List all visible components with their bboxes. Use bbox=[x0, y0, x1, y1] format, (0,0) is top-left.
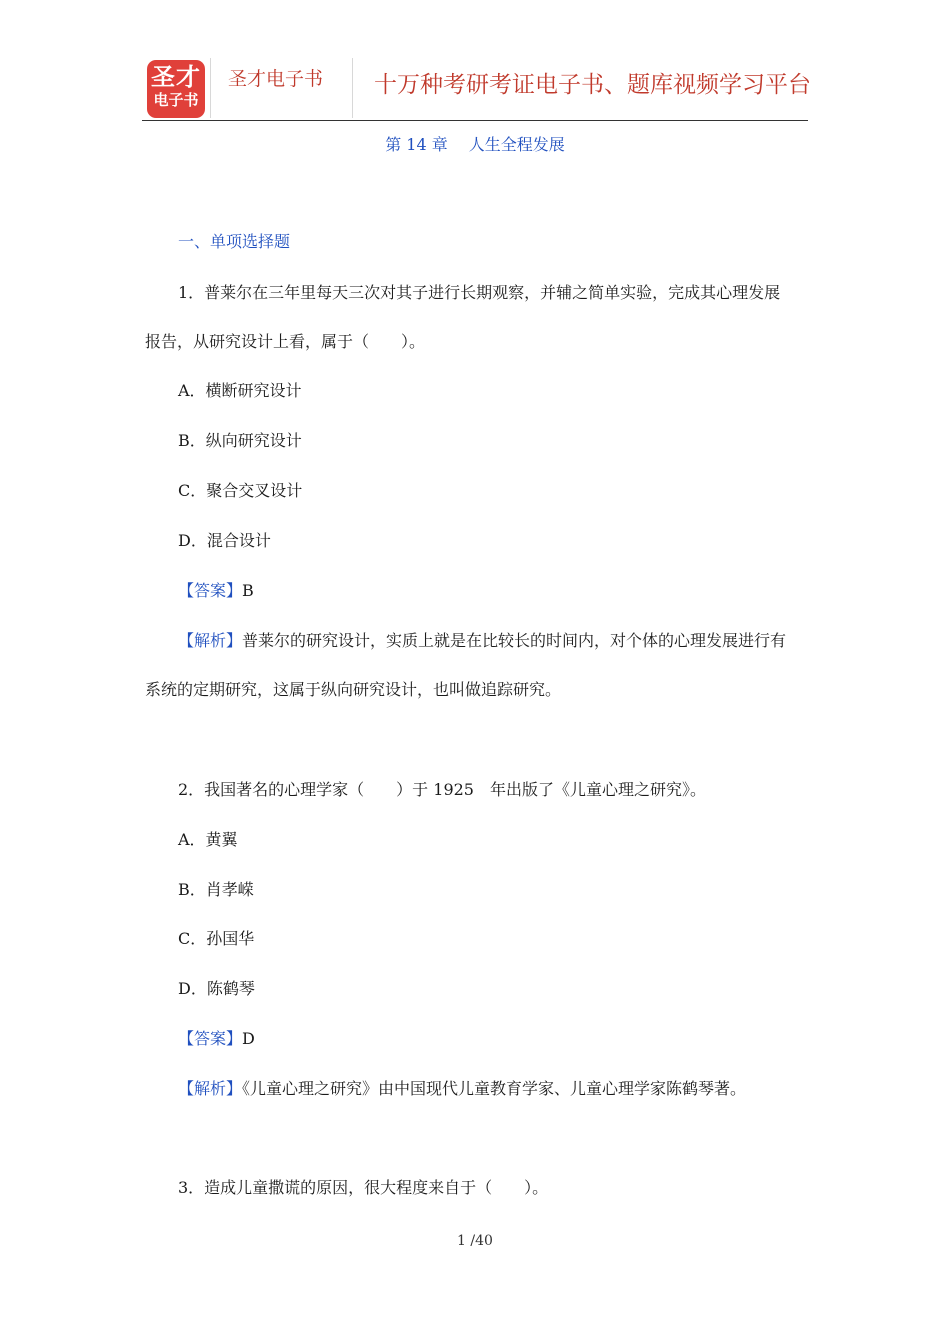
analysis-label: 【解析】 bbox=[178, 631, 243, 650]
logo-line2: 电子书 bbox=[153, 91, 199, 109]
answer-value: D bbox=[242, 1029, 255, 1048]
question-2-option-c: C．孙国华 bbox=[178, 929, 255, 948]
question-1-stem-line1: 1．普莱尔在三年里每天三次对其子进行长期观察，并辅之简单实验，完成其心理发展 bbox=[178, 283, 781, 302]
question-2-option-d: D．陈鹤琴 bbox=[178, 979, 255, 998]
chapter-title: 第 14 章 人生全程发展 bbox=[385, 135, 565, 154]
brand-name: 圣才电子书 bbox=[228, 68, 324, 90]
question-1-answer bbox=[178, 581, 254, 601]
question-2-option-a: A．黄翼 bbox=[178, 830, 238, 849]
brand-logo bbox=[147, 60, 205, 118]
header-tagline: 十万种考研考证电子书、题库视频学习平台 bbox=[374, 72, 811, 98]
question-3-stem-line1: 3．造成儿童撒谎的原因，很大程度来自于（ ）。 bbox=[178, 1178, 549, 1197]
header-divider bbox=[142, 120, 808, 121]
analysis-text: 《儿童心理之研究》由中国现代儿童教育学家、儿童心理学家陈鹤琴著。 bbox=[242, 1079, 747, 1098]
page-indicator: 1 /40 bbox=[457, 1233, 493, 1249]
answer-label: 【答案】 bbox=[178, 1029, 243, 1048]
question-1-option-b: B．纵向研究设计 bbox=[178, 431, 302, 450]
logo-line1: 圣才 bbox=[151, 63, 201, 91]
question-1-option-d: D．混合设计 bbox=[178, 531, 271, 550]
question-1-option-a: A．横断研究设计 bbox=[178, 381, 302, 400]
section-title: 一、单项选择题 bbox=[178, 232, 291, 251]
question-1-analysis-line1 bbox=[178, 631, 786, 651]
question-1-stem-line2: 报告，从研究设计上看，属于（ ）。 bbox=[145, 332, 426, 351]
question-2-option-b: B．肖孝嵘 bbox=[178, 880, 254, 899]
question-1-analysis-line2: 系统的定期研究，这属于纵向研究设计，也叫做追踪研究。 bbox=[145, 680, 562, 699]
question-2-analysis-line1 bbox=[178, 1079, 746, 1099]
question-2-answer bbox=[178, 1029, 255, 1049]
answer-label: 【答案】 bbox=[178, 581, 243, 600]
question-2-stem-line1: 2．我国著名的心理学家（ ）于 1925 年出版了《儿童心理之研究》。 bbox=[178, 780, 706, 799]
answer-value: B bbox=[242, 581, 254, 600]
analysis-label: 【解析】 bbox=[178, 1079, 243, 1098]
analysis-text: 普莱尔的研究设计，实质上就是在比较长的时间内，对个体的心理发展进行有 bbox=[242, 631, 787, 650]
question-1-option-c: C．聚合交叉设计 bbox=[178, 481, 303, 500]
